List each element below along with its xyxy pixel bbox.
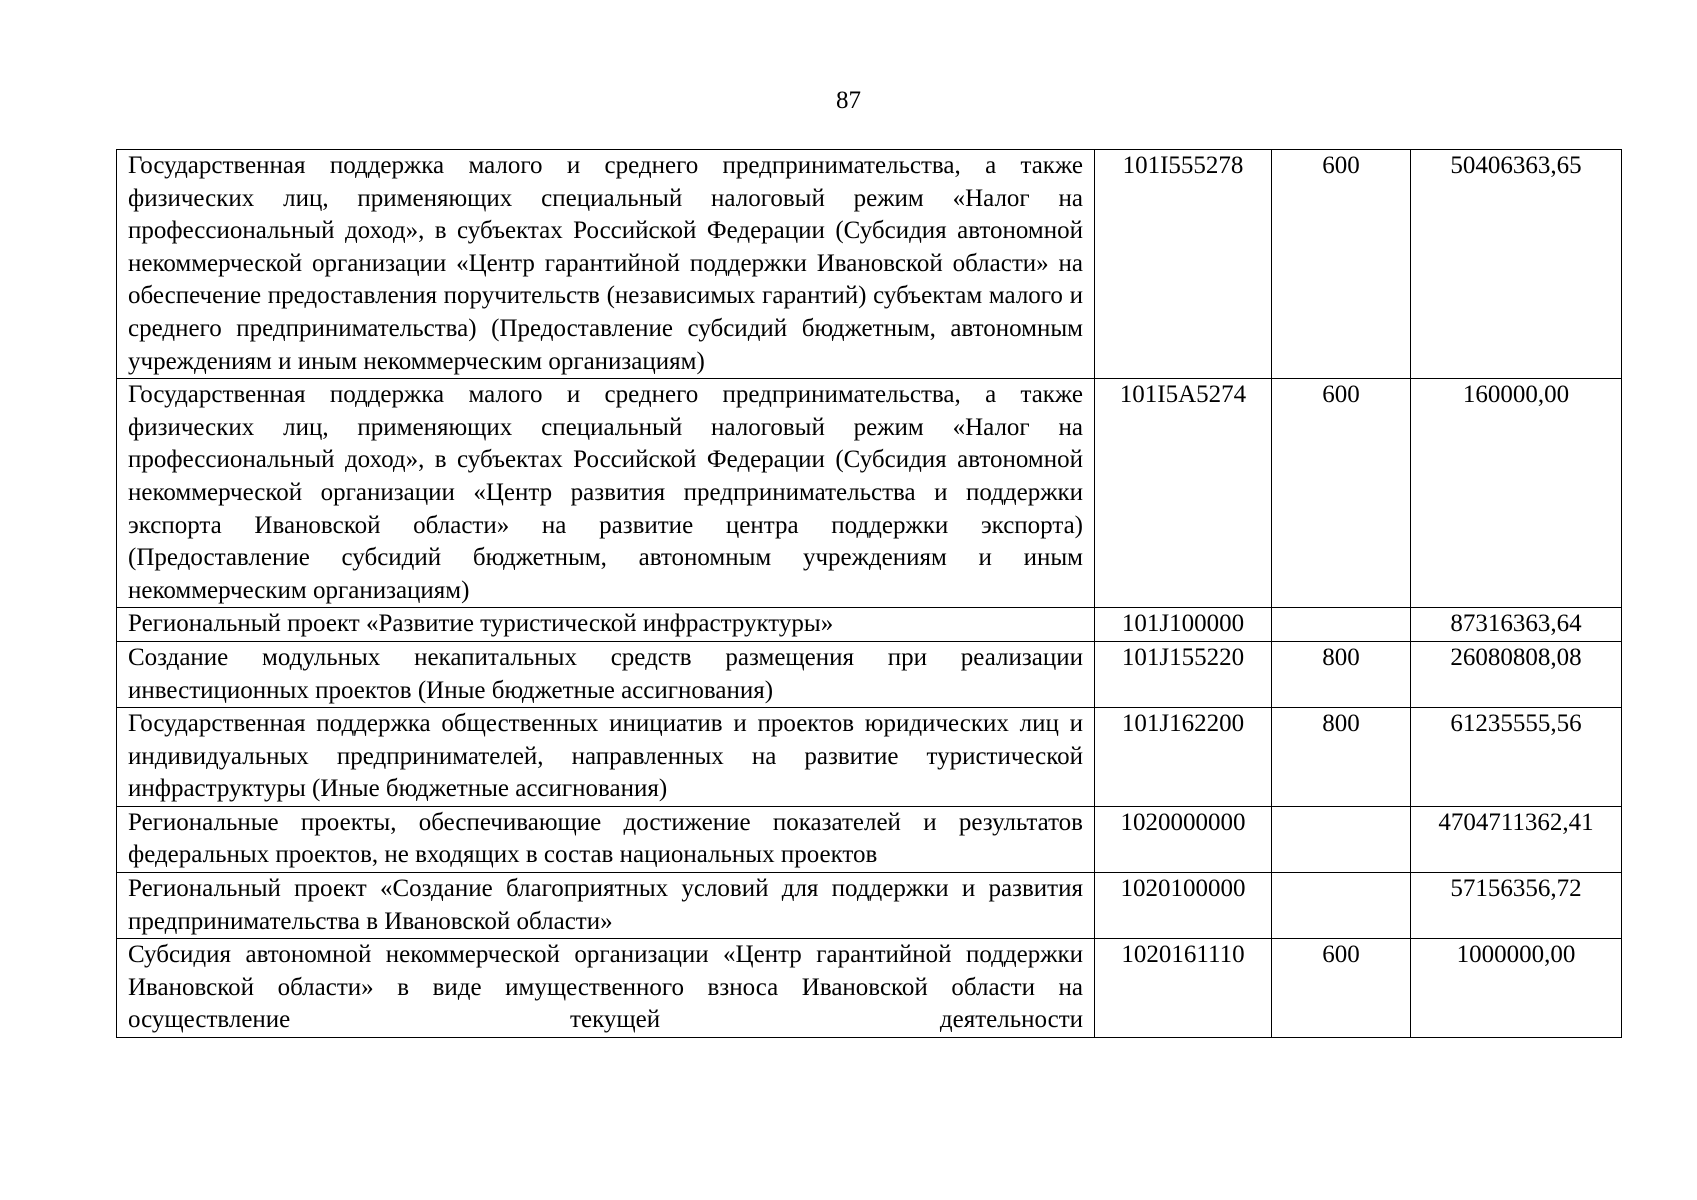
table-row bbox=[117, 873, 1622, 939]
table-row bbox=[117, 708, 1622, 807]
row-amount: 26080808,08 bbox=[1411, 641, 1622, 707]
row-expense-type: 600 bbox=[1272, 939, 1411, 1038]
table-row bbox=[117, 608, 1622, 642]
budget-table bbox=[116, 149, 1622, 1038]
table-row bbox=[117, 641, 1622, 707]
table-row bbox=[117, 939, 1622, 1038]
row-expense-type bbox=[1272, 806, 1411, 872]
row-expense-type: 800 bbox=[1272, 708, 1411, 807]
row-description: Государственная поддержка малого и среднего предпринимательства, а также физических лиц, применяющих специальный налоговый режим «Налог на профессиональный доход», в субъектах Российской Федерации (Субсидия автономной некоммерческой организации «Центр развития предпринимательства и поддержки экспорта Ивановской области» на развитие центра поддержки экспорта) (Предоставление субсидий бюджетным, автономным учреждениям и иным некоммерческим организациям) bbox=[117, 379, 1095, 608]
row-code: 1020161110 bbox=[1095, 939, 1272, 1038]
page-number: 87 bbox=[836, 87, 861, 114]
row-expense-type: 800 bbox=[1272, 641, 1411, 707]
row-description: Государственная поддержка общественных инициатив и проектов юридических лиц и индивидуальных предпринимателей, направленных на развитие туристической инфраструктуры (Иные бюджетные ассигнования) bbox=[117, 708, 1095, 807]
row-amount: 50406363,65 bbox=[1411, 150, 1622, 379]
row-expense-type: 600 bbox=[1272, 379, 1411, 608]
row-amount: 4704711362,41 bbox=[1411, 806, 1622, 872]
row-expense-type bbox=[1272, 608, 1411, 642]
row-code: 101J155220 bbox=[1095, 641, 1272, 707]
row-expense-type bbox=[1272, 873, 1411, 939]
row-code: 101J162200 bbox=[1095, 708, 1272, 807]
row-amount: 1000000,00 bbox=[1411, 939, 1622, 1038]
table-row bbox=[117, 150, 1622, 379]
row-description: Субсидия автономной некоммерческой организации «Центр гарантийной поддержки Ивановской области» в виде имущественного взноса Ивановской области на осуществление текущей деятельности bbox=[117, 939, 1095, 1038]
row-description: Региональный проект «Создание благоприятных условий для поддержки и развития предпринимательства в Ивановской области» bbox=[117, 873, 1095, 939]
row-description: Государственная поддержка малого и среднего предпринимательства, а также физических лиц, применяющих специальный налоговый режим «Налог на профессиональный доход», в субъектах Российской Федерации (Субсидия автономной некоммерческой организации «Центр гарантийной поддержки Ивановской области» на обеспечение предоставления поручительств (независимых гарантий) субъектам малого и среднего предпринимательства) (Предоставление субсидий бюджетным, автономным учреждениям и иным некоммерческим организациям) bbox=[117, 150, 1095, 379]
table-row bbox=[117, 806, 1622, 872]
row-amount: 87316363,64 bbox=[1411, 608, 1622, 642]
table-row bbox=[117, 379, 1622, 608]
row-expense-type: 600 bbox=[1272, 150, 1411, 379]
row-description: Региональный проект «Развитие туристической инфраструктуры» bbox=[117, 608, 1095, 642]
row-description: Региональные проекты, обеспечивающие достижение показателей и результатов федеральных проектов, не входящих в состав национальных проектов bbox=[117, 806, 1095, 872]
row-code: 1020000000 bbox=[1095, 806, 1272, 872]
row-code: 101I5A5274 bbox=[1095, 379, 1272, 608]
row-description: Создание модульных некапитальных средств размещения при реализации инвестиционных проектов (Иные бюджетные ассигнования) bbox=[117, 641, 1095, 707]
row-amount: 57156356,72 bbox=[1411, 873, 1622, 939]
row-code: 101I555278 bbox=[1095, 150, 1272, 379]
row-amount: 160000,00 bbox=[1411, 379, 1622, 608]
row-code: 1020100000 bbox=[1095, 873, 1272, 939]
row-code: 101J100000 bbox=[1095, 608, 1272, 642]
row-amount: 61235555,56 bbox=[1411, 708, 1622, 807]
